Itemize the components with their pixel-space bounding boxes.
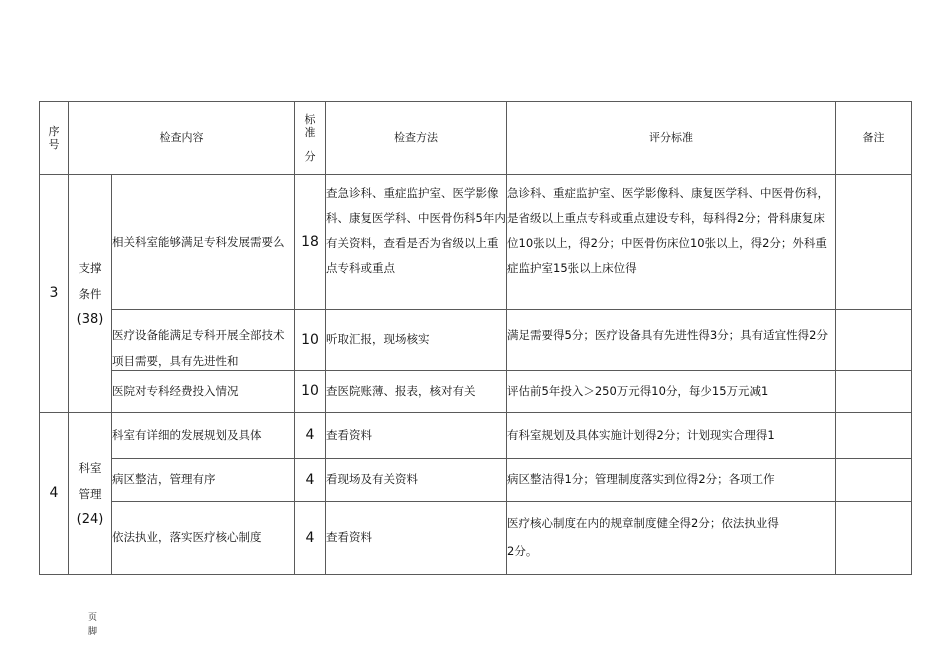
row-score: 4	[295, 413, 326, 459]
row-note	[836, 310, 912, 371]
table-row	[40, 459, 912, 502]
row-method: 听取汇报，现场核实	[326, 310, 507, 371]
row-score: 10	[295, 310, 326, 371]
header-seq-line: 号	[48, 138, 60, 151]
row-score: 4	[295, 502, 326, 575]
row-content: 依法执业，落实医疗核心制度	[112, 502, 295, 575]
row-criteria: 有科室规划及具体实施计划得2分；计划现实合理得1	[507, 413, 836, 459]
header-method: 检查方法	[326, 102, 507, 175]
header-std-line: 准	[304, 126, 316, 140]
row-criteria-line: 2分。	[507, 544, 538, 558]
header-seq-line: 序	[48, 124, 60, 138]
row-note	[836, 502, 912, 575]
category-line: 条件	[78, 286, 102, 301]
row-content: 病区整洁，管理有序	[112, 459, 295, 502]
category-line: (38)	[76, 311, 104, 327]
row-note	[836, 459, 912, 502]
row-method: 查医院账薄、报表，核对有关	[326, 371, 507, 413]
row-criteria	[507, 310, 836, 371]
row-criteria: 病区整洁得1分；管理制度落实到位得2分；各项工作	[507, 459, 836, 502]
row-content	[112, 310, 295, 371]
table-row	[40, 413, 912, 459]
row-note	[836, 175, 912, 310]
header-std-line: 标	[304, 113, 316, 127]
inspection-table	[39, 101, 912, 575]
row-content-text: 相关科室能够满足专科发展需要么	[112, 235, 285, 249]
header-std-score	[295, 102, 326, 175]
footer-line: 页	[88, 613, 98, 623]
row-method-text: 查急诊科、重症监护室、医学影像科、康复医学科、中医骨伤科5年内有关资料，查看是否为省级以上重点专科或重点	[326, 186, 506, 275]
category-line: 管理	[78, 486, 102, 501]
row-method: 看现场及有关资料	[326, 459, 507, 502]
table-row	[40, 310, 912, 371]
header-content: 检查内容	[69, 102, 295, 175]
header-note: 备注	[836, 102, 912, 175]
row-criteria	[507, 175, 836, 310]
table-row	[40, 175, 912, 310]
group-seq: 4	[40, 413, 69, 575]
group-category	[69, 413, 112, 575]
header-row	[40, 102, 912, 175]
header-seq	[40, 102, 69, 175]
row-method: 查看资料	[326, 413, 507, 459]
row-criteria	[507, 502, 836, 575]
category-line: 科室	[78, 460, 102, 475]
row-criteria-line: 医疗核心制度在内的规章制度健全得2分；依法执业得	[507, 516, 779, 531]
row-note	[836, 413, 912, 459]
row-criteria-text: 急诊科、重症监护室、医学影像科、康复医学科、中医骨伤科，是省级以上重点专科或重点建设专科，每科得2分；骨科康复床位10张以上，得2分；中医骨伤床位10张以上，得2分；外科重症监护室15张以上床位得	[507, 186, 829, 275]
group-seq: 3	[40, 175, 69, 413]
row-score: 10	[295, 371, 326, 413]
table-row	[40, 502, 912, 575]
footer-line: 脚	[88, 627, 98, 637]
header-criteria: 评分标准	[507, 102, 836, 175]
row-criteria: 评估前5年投入＞250万元得10分，每少15万元减1	[507, 371, 836, 413]
row-criteria-text: 满足需要得5分；医疗设备具有先进性得3分；具有适宜性得2分	[507, 328, 828, 342]
category-line: (24)	[76, 511, 104, 527]
row-method: 查看资料	[326, 502, 507, 575]
row-content-text: 医疗设备能满足专科开展全部技术项目需要，具有先进性和	[112, 328, 285, 368]
row-note	[836, 371, 912, 413]
group-category	[69, 175, 112, 413]
row-content: 医院对专科经费投入情况	[112, 371, 295, 413]
row-score: 18	[295, 175, 326, 310]
table-row	[40, 371, 912, 413]
row-score: 4	[295, 459, 326, 502]
page-footer	[88, 611, 97, 639]
header-std-line: 分	[304, 149, 316, 163]
row-content: 科室有详细的发展规划及具体	[112, 413, 295, 459]
row-method	[326, 175, 507, 310]
category-line: 支撑	[78, 260, 102, 275]
row-content	[112, 175, 295, 310]
